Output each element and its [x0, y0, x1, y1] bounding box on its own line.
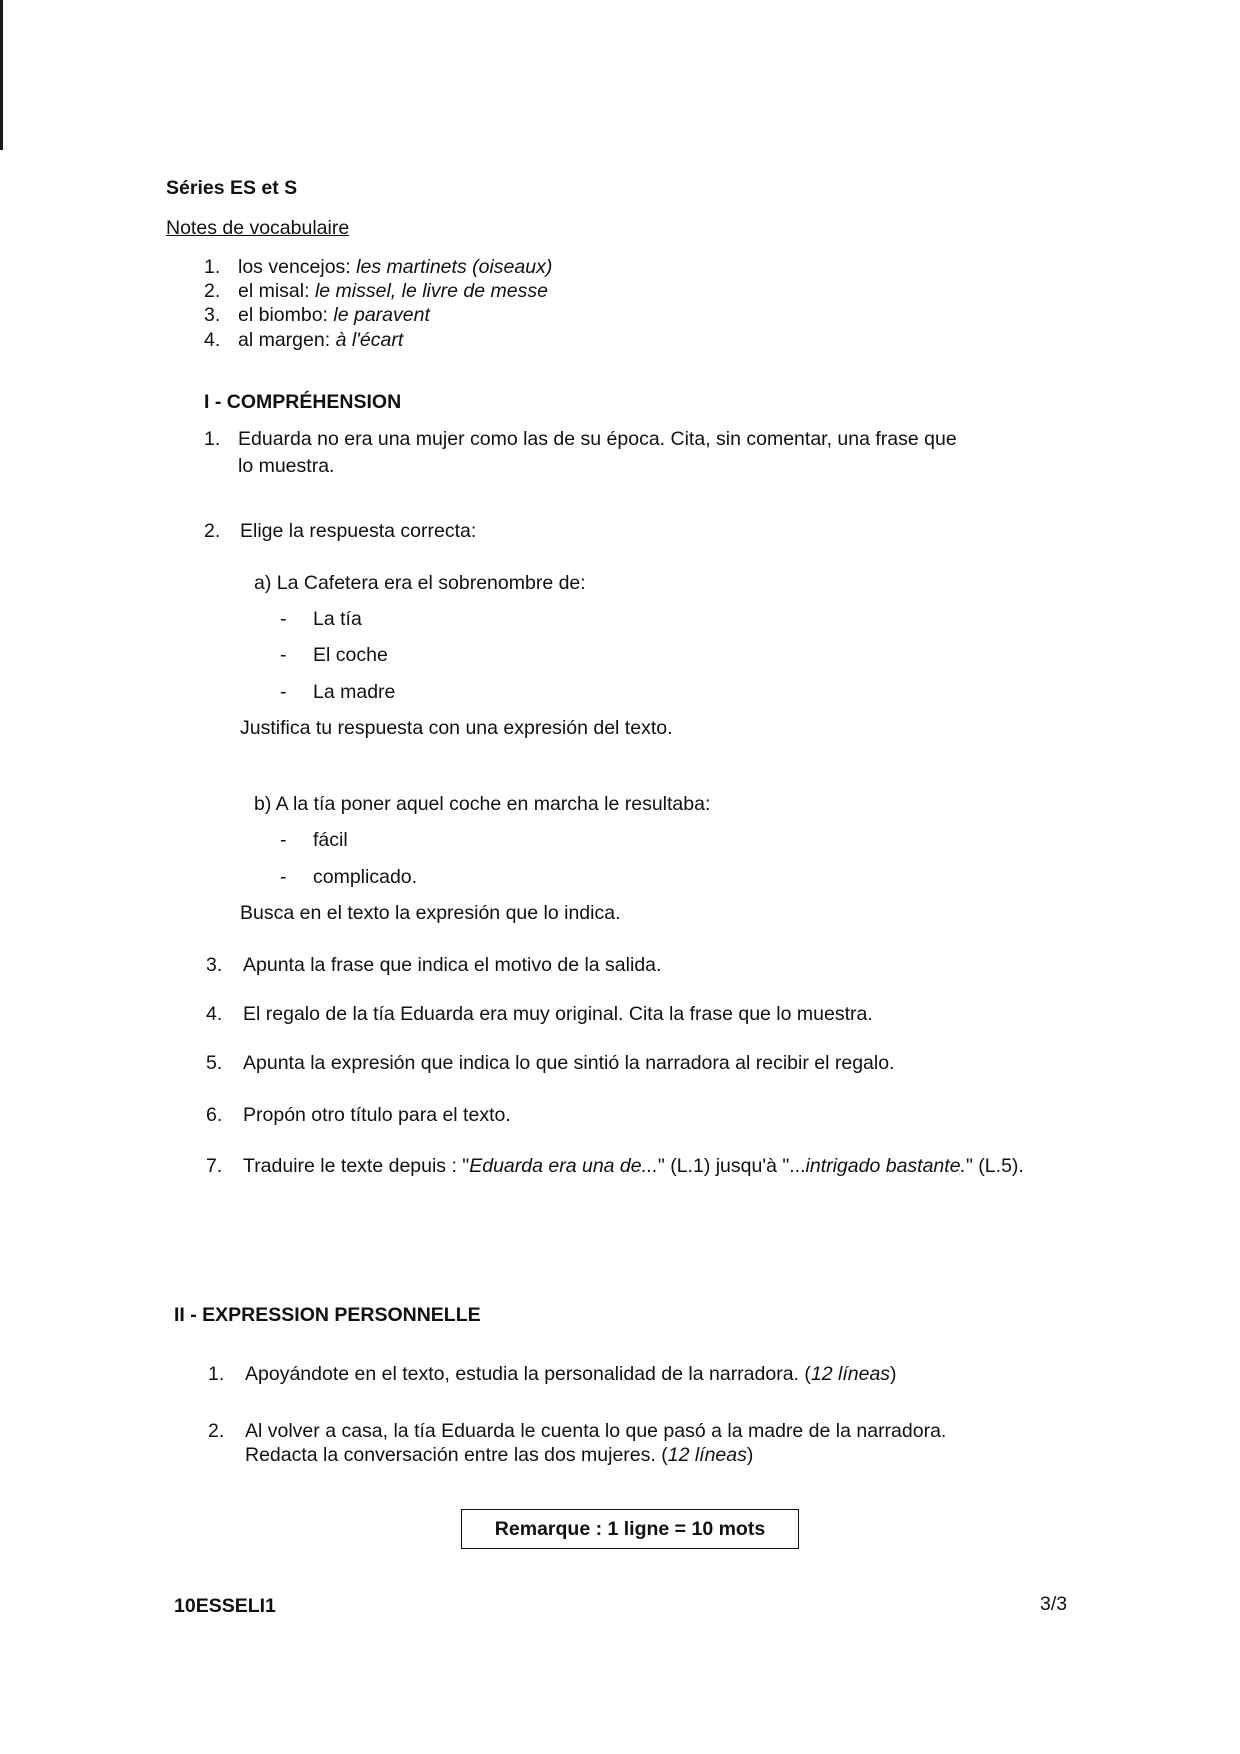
option-text: complicado. — [313, 866, 418, 888]
question-1-line2: lo muestra. — [238, 455, 335, 477]
footer-code: 10ESSELI1 — [174, 1595, 276, 1617]
bullet-dash: - — [280, 608, 287, 630]
question-number: 4. — [206, 1003, 223, 1025]
question-3-text: Apunta la frase que indica el motivo de la salida. — [243, 954, 662, 976]
question-2b-label: b) A la tía poner aquel coche en marcha le resultaba: — [254, 793, 711, 815]
vocab-title: Notes de vocabulaire — [166, 217, 350, 239]
question-number: 2. — [204, 520, 221, 542]
bullet-dash: - — [280, 681, 287, 703]
question-1-line1: Eduarda no era una mujer como las de su época. Cita, sin comentar, una frase que — [238, 428, 957, 450]
bullet-dash: - — [280, 866, 287, 888]
question-number: 7. — [206, 1155, 223, 1177]
question-2a-label: a) La Cafetera era el sobrenombre de: — [254, 572, 586, 594]
option-text: La madre — [313, 681, 396, 703]
question-2a-justify: Justifica tu respuesta con una expresión del texto. — [240, 717, 673, 739]
remark-box: Remarque : 1 ligne = 10 mots — [461, 1509, 799, 1549]
page-number: 3/3 — [1040, 1593, 1068, 1615]
question-2b-justify: Busca en el texto la expresión que lo indica. — [240, 902, 621, 924]
question-2-text: Elige la respuesta correcta: — [240, 520, 477, 542]
question-number: 2. — [208, 1420, 225, 1442]
margin-binding-mark — [0, 0, 3, 150]
option-text: El coche — [313, 644, 388, 666]
expression-question-2-line1: Al volver a casa, la tía Eduarda le cuenta lo que pasó a la madre de la narradora. — [245, 1420, 947, 1442]
question-number: 3. — [206, 954, 223, 976]
expression-question-1: Apoyándote en el texto, estudia la personalidad de la narradora. (12 líneas) — [245, 1363, 897, 1385]
question-6-text: Propón otro título para el texto. — [243, 1104, 511, 1126]
bullet-dash: - — [280, 829, 287, 851]
bullet-dash: - — [280, 644, 287, 666]
question-number: 6. — [206, 1104, 223, 1126]
question-number: 5. — [206, 1052, 223, 1074]
question-7-text: Traduire le texte depuis : "Eduarda era una de..." (L.1) jusqu'à "...intrigado bastante." (L.5). — [243, 1155, 1024, 1177]
comprehension-heading: I - COMPRÉHENSION — [204, 391, 402, 413]
option-text: La tía — [313, 608, 362, 630]
expression-heading: II - EXPRESSION PERSONNELLE — [174, 1304, 481, 1326]
question-4-text: El regalo de la tía Eduarda era muy original. Cita la frase que lo muestra. — [243, 1003, 873, 1025]
question-5-text: Apunta la expresión que indica lo que sintió la narradora al recibir el regalo. — [243, 1052, 895, 1074]
question-number: 1. — [208, 1363, 225, 1385]
question-number: 1. — [204, 428, 221, 450]
series-heading: Séries ES et S — [166, 177, 298, 199]
expression-question-2-line2: Redacta la conversación entre las dos mujeres. (12 líneas) — [245, 1444, 754, 1466]
option-text: fácil — [313, 829, 348, 851]
